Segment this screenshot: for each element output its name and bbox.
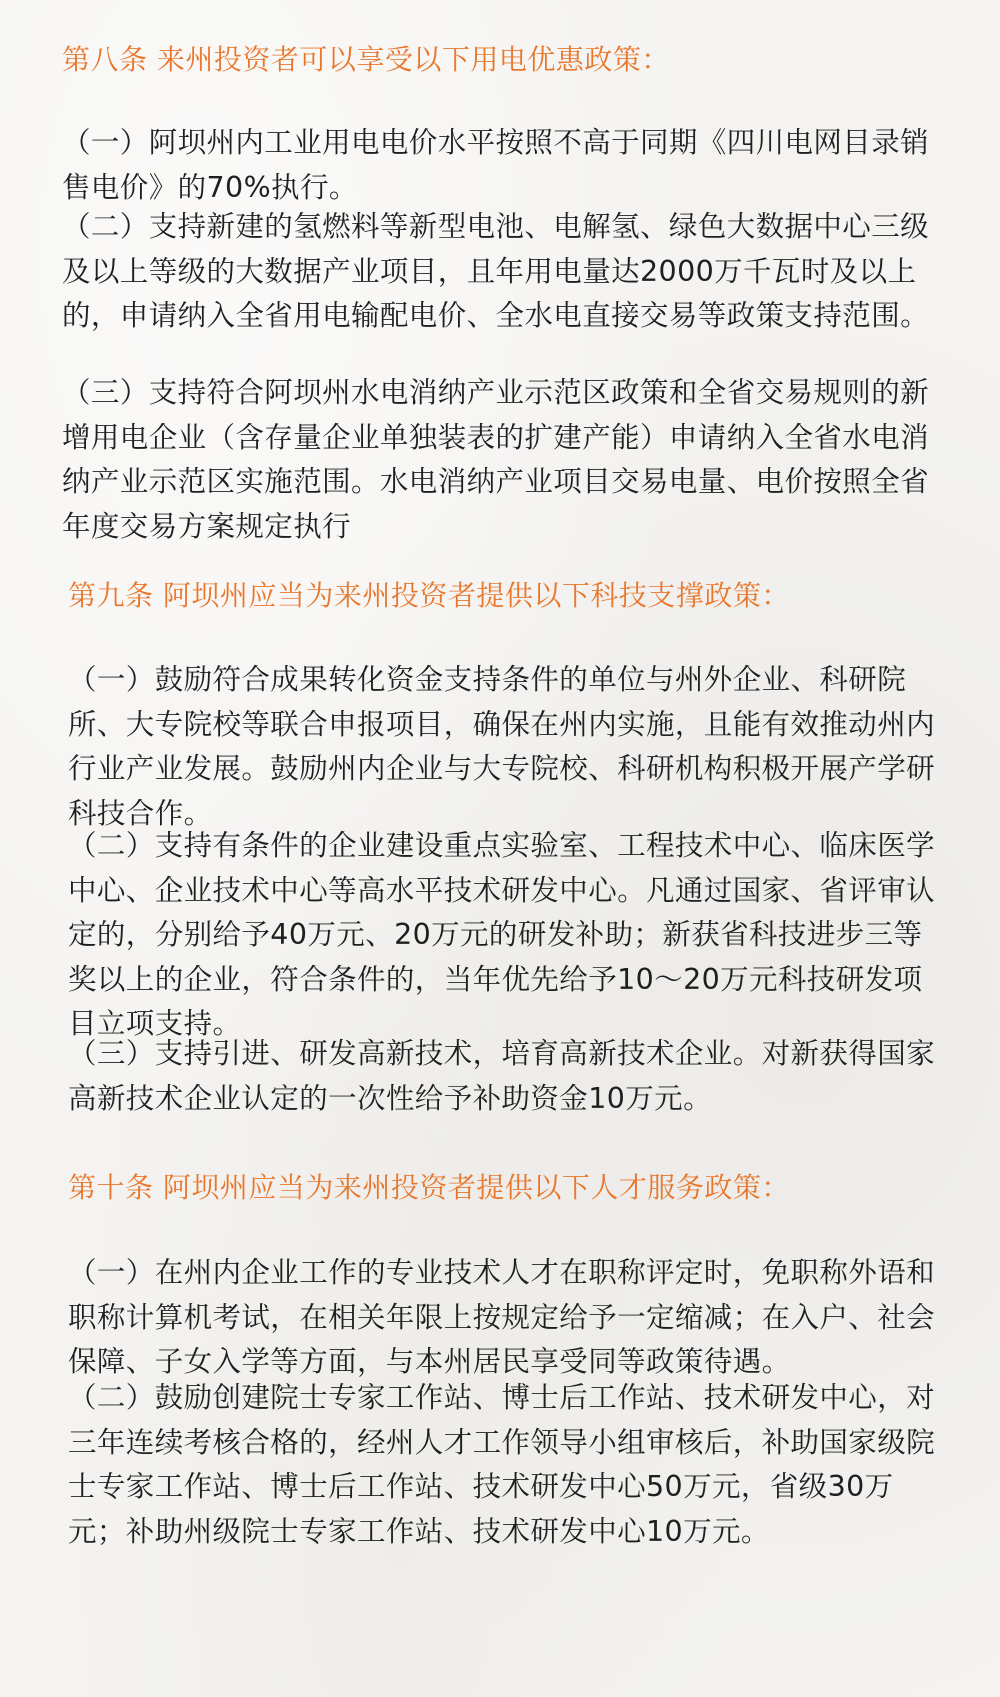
section-9-item-3: （三）支持引进、研发高新技术，培育高新技术企业。对新获得国家高新技术企业认定的一次性给予补助资金10万元。 [68, 1037, 936, 1115]
section-10-item-2: （二）鼓励创建院士专家工作站、博士后工作站、技术研发中心，对三年连续考核合格的，经州人才工作领导小组审核后，补助国家级院士专家工作站、博士后工作站、技术研发中心50万元，省级30万元；补助州级院士专家工作站、技术研发中心10万元。 [68, 1381, 936, 1548]
section-8-item-2: （二）支持新建的氢燃料等新型电池、电解氢、绿色大数据中心三级及以上等级的大数据产业项目，且年用电量达2000万千瓦时及以上的，申请纳入全省用电输配电价、全水电直接交易等政策支持范围。 [62, 210, 930, 333]
section-8-item-3: （三）支持符合阿坝州水电消纳产业示范区政策和全省交易规则的新增用电企业（含存量企业单独装表的扩建产能）申请纳入全省水电消纳产业示范区实施范围。水电消纳产业项目交易电量、电价按照全省年度交易方案规定执行 [62, 376, 930, 543]
section-10-item-1: （一）在州内企业工作的专业技术人才在职称评定时，免职称外语和职称计算机考试，在相关年限上按规定给予一定缩减；在入户、社会保障、子女入学等方面，与本州居民享受同等政策待遇。 [68, 1256, 936, 1379]
section-8-heading: 第八条 来州投资者可以享受以下用电优惠政策： [62, 43, 670, 76]
section-9-heading: 第九条 阿坝州应当为来州投资者提供以下科技支撑政策： [68, 579, 790, 612]
section-9-item-1: （一）鼓励符合成果转化资金支持条件的单位与州外企业、科研院所、大专院校等联合申报项目，确保在州内实施，且能有效推动州内行业产业发展。鼓励州内企业与大专院校、科研机构积极开展产学研科技合作。 [68, 663, 936, 830]
section-9-item-2: （二）支持有条件的企业建设重点实验室、工程技术中心、临床医学中心、企业技术中心等高水平技术研发中心。凡通过国家、省评审认定的，分别给予40万元、20万元的研发补助；新获省科技进步三等奖以上的企业，符合条件的，当年优先给予10～20万元科技研发项目立项支持。 [68, 829, 936, 1041]
section-8-item-1: （一）阿坝州内工业用电电价水平按照不高于同期《四川电网目录销售电价》的70%执行。 [62, 126, 930, 204]
section-10-heading: 第十条 阿坝州应当为来州投资者提供以下人才服务政策： [68, 1171, 790, 1204]
